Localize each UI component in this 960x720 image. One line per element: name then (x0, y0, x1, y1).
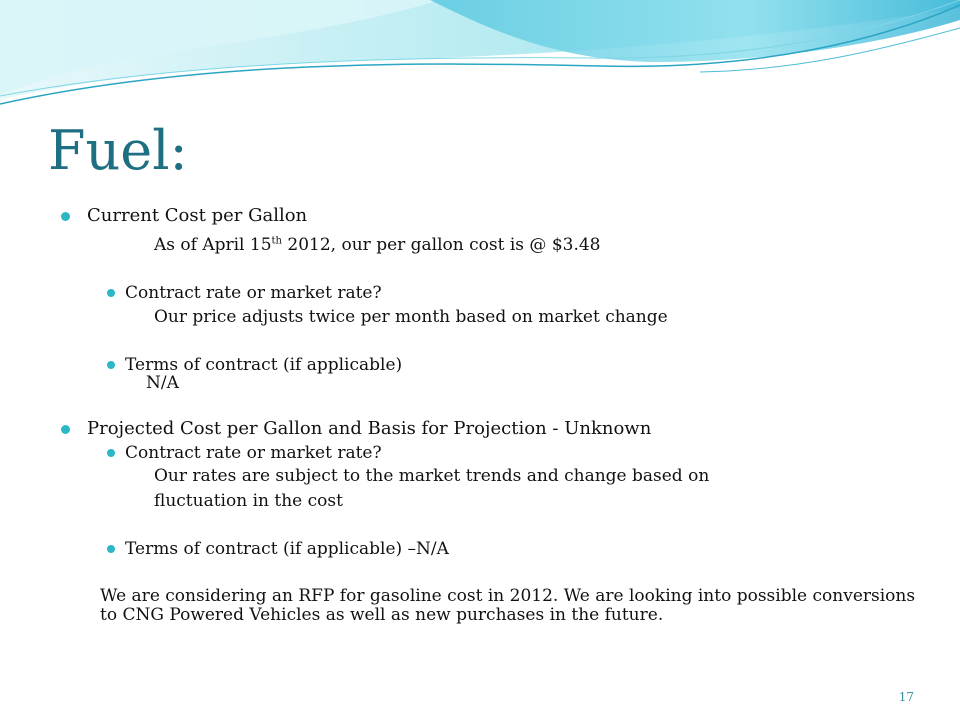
projected-contract-answer-cont: fluctuation in the cost (154, 491, 343, 511)
contract-answer: Our price adjusts twice per month based on market change (154, 307, 668, 327)
page-number: 17 (898, 690, 914, 704)
slide-title: Fuel: (48, 119, 188, 182)
sub-bullet-dot (107, 361, 115, 369)
bullet-dot (61, 425, 70, 434)
projected-contract-question: Contract rate or market rate? (125, 443, 382, 463)
sub-bullet-dot (107, 289, 115, 297)
closing-paragraph: We are considering an RFP for gasoline cost in 2012. We are looking into possible conversions to CNG Powered Vehicles as well as new purchases in the future. (100, 586, 916, 625)
sub-bullet-dot (107, 545, 115, 553)
current-cost-heading: Current Cost per Gallon (87, 205, 308, 226)
terms-answer: N/A (146, 373, 179, 393)
contract-question: Contract rate or market rate? (125, 283, 382, 303)
projected-cost-heading: Projected Cost per Gallon and Basis for Projection - Unknown (87, 418, 652, 439)
projected-contract-answer: Our rates are subject to the market trends and change based on (154, 466, 710, 486)
header-wave-decoration (0, 0, 960, 110)
bullet-dot (61, 212, 70, 221)
terms-question: Terms of contract (if applicable) (125, 355, 403, 375)
sub-bullet-dot (107, 449, 115, 457)
projected-terms: Terms of contract (if applicable) –N/A (125, 539, 449, 559)
as-of-date-line: As of April 15th 2012, our per gallon cost is @ $3.48 (154, 235, 601, 255)
